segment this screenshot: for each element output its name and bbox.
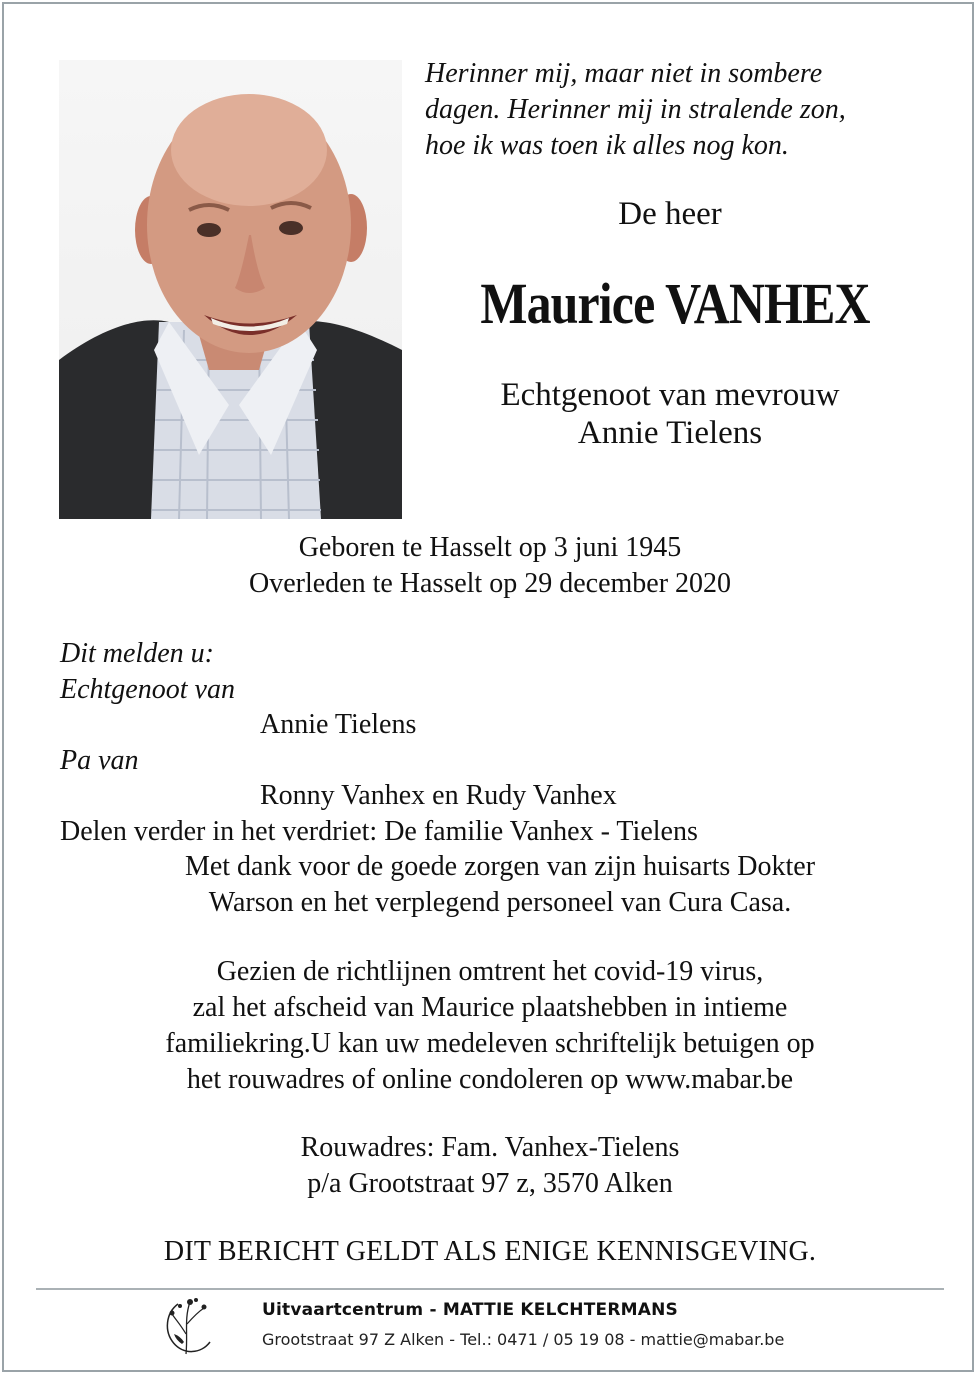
children-names: Ronny Vanhex en Rudy Vanhex	[260, 780, 617, 811]
funeral-home-contact: Grootstraat 97 Z Alken - Tel.: 0471 / 05 19 08 - mattie@mabar.be	[262, 1330, 785, 1349]
birth-date: Geboren te Hasselt op 3 juni 1945	[298, 532, 682, 563]
life-dates	[60, 530, 920, 602]
portrait-photo	[59, 60, 402, 519]
memorial-poem	[425, 56, 945, 164]
poem-line: dagen. Herinner mij in stralende zon,	[425, 94, 846, 125]
final-notice: DIT BERICHT GELDT ALS ENIGE KENNISGEVING.	[163, 1236, 817, 1267]
covid-line: Gezien de richtlijnen omtrent het covid-19 virus,	[216, 956, 764, 987]
poem-line: hoe ik was toen ik alles nog kon.	[425, 130, 789, 161]
footer-divider	[36, 1288, 944, 1290]
thanks-line: Met dank voor de goede zorgen van zijn huisarts Dokter	[184, 851, 816, 882]
announcement	[60, 636, 940, 920]
covid-line: het rouwadres of online condoleren op www.mabar.be	[186, 1064, 794, 1095]
address-line: p/a Grootstraat 97 z, 3570 Alken	[307, 1168, 673, 1199]
poem-line: Herinner mij, maar niet in sombere	[425, 58, 823, 89]
spouse-label: Echtgenoot van	[60, 673, 235, 705]
covid-notice	[60, 954, 920, 1098]
spouse-info	[420, 376, 920, 452]
thanks-line: Warson en het verplegend personeel van Cura Casa.	[208, 886, 792, 918]
spouse-line: Echtgenoot van mevrouw	[500, 377, 840, 413]
covid-line: familiekring.U kan uw medeleven schriftelijk betuigen op	[165, 1028, 815, 1059]
mourning-address	[60, 1130, 920, 1202]
spouse-name: Annie Tielens	[260, 709, 417, 740]
family-line: Delen verder in het verdriet: De familie Vanhex - Tielens	[60, 815, 698, 847]
children-label: Pa van	[60, 744, 139, 776]
address-line: Rouwadres: Fam. Vanhex-Tielens	[300, 1132, 680, 1163]
funeral-home-name: Uitvaartcentrum - MATTIE KELCHTERMANS	[262, 1300, 678, 1320]
covid-line: zal het afscheid van Maurice plaatshebben in intieme	[192, 992, 788, 1023]
announce-intro: Dit melden u:	[60, 638, 214, 669]
death-date: Overleden te Hasselt op 29 december 2020	[248, 568, 732, 599]
title-prefix: De heer	[618, 196, 722, 232]
flower-logo-icon	[150, 1294, 240, 1358]
deceased-name: Maurice VANHEX	[480, 271, 870, 336]
spouse-name: Annie Tielens	[577, 415, 763, 451]
